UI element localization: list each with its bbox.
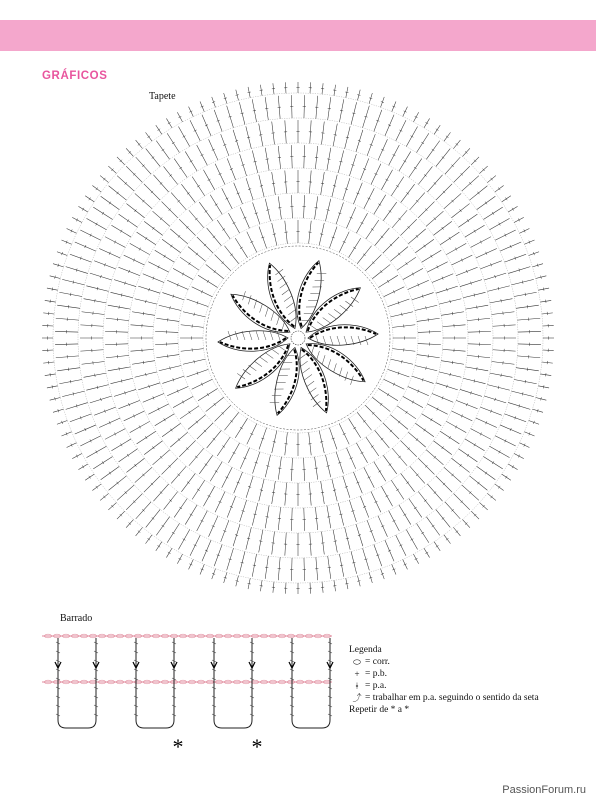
stitch-crossbar <box>89 476 91 479</box>
header-band <box>0 20 596 51</box>
stitch-crossbar <box>272 183 275 184</box>
stitch-crossbar <box>498 187 500 190</box>
watermark: PassionForum.ru <box>502 784 586 796</box>
stitch-crossbar <box>272 492 275 493</box>
stitch-crossbar <box>143 361 144 364</box>
tapete-chart <box>38 80 558 600</box>
stitch-crossbar <box>52 288 53 291</box>
stitch-crossbar <box>401 313 402 316</box>
stitch-crossbar <box>266 517 269 518</box>
stitch-crossbar <box>477 306 478 309</box>
stitch-crossbar <box>387 393 389 396</box>
stitch-crossbar <box>525 293 526 296</box>
stitch-crossbar <box>70 380 71 383</box>
stitch-crossbar <box>492 212 494 215</box>
stitch-crossbar <box>449 237 451 240</box>
stitch-crossbar <box>119 306 120 309</box>
flower-petal <box>218 331 288 352</box>
stitch-crossbar <box>179 507 182 509</box>
plus-icon: + <box>354 669 360 679</box>
stitch-crossbar <box>266 466 269 467</box>
stitch-crossbar <box>52 385 53 388</box>
stitch-crossbar <box>102 461 104 464</box>
stitch-crossbar <box>240 427 243 429</box>
stitch-crossbar <box>353 247 356 249</box>
flower-border-ring <box>206 246 390 430</box>
stitch-crossbar <box>266 159 269 160</box>
legend-text: = corr. <box>365 657 390 667</box>
stitch-crossbar <box>424 429 426 432</box>
stitch-crossbar <box>401 360 402 363</box>
legend-item-pa <box>349 680 539 692</box>
stitch-crossbar <box>320 234 323 235</box>
flower-petal <box>266 345 307 418</box>
stitch-crossbar <box>353 427 356 429</box>
repeat-marker: * <box>251 734 263 759</box>
stitch-crossbar <box>215 204 218 206</box>
repeat-marker: * <box>172 734 184 759</box>
stitch-crossbar <box>498 486 500 489</box>
stitch-crossbar <box>371 446 374 448</box>
border-column-path <box>292 638 330 728</box>
stitch-crossbar <box>170 367 171 370</box>
legend-repeat: Repetir de * a * <box>349 705 410 715</box>
stitch-crossbar <box>127 219 129 222</box>
stitch-crossbar <box>145 436 147 439</box>
stitch-crossbar <box>189 411 191 414</box>
legend-text: = trabalhar em p.a. seguindo o sentido da seta <box>365 693 539 703</box>
stitch-crossbar <box>273 234 276 235</box>
stitch-crossbar <box>378 204 381 206</box>
stitch-crossbar <box>119 367 120 370</box>
legend-item-arrow <box>349 692 539 704</box>
stitch-ring-base <box>128 168 468 508</box>
stitch-crossbar <box>396 489 399 491</box>
stitch-crossbar <box>321 183 324 184</box>
stitch-crossbar <box>143 312 144 315</box>
stitch-crossbar <box>147 538 150 540</box>
stitch-crossbar <box>406 411 408 414</box>
stick-icon: ǂ <box>355 681 359 691</box>
stitch-crossbar <box>179 167 182 169</box>
stitch-crossbar <box>485 202 487 205</box>
stitch-crossbar <box>102 212 104 215</box>
stitch-crossbar <box>95 374 96 377</box>
stitch-crossbar <box>345 92 348 93</box>
stitch-crossbar <box>162 149 165 151</box>
stitch-crossbar <box>467 454 469 457</box>
stitch-crossbar <box>474 443 476 446</box>
stitch-crossbar <box>327 517 330 518</box>
stitch-crossbar <box>431 418 433 421</box>
legend-item-corr <box>349 656 539 668</box>
stitch-crossbar <box>109 472 111 475</box>
flower-center <box>291 331 305 345</box>
stitch-crossbar <box>194 313 195 316</box>
stitch-crossbar <box>194 360 195 363</box>
stitch-crossbar <box>157 545 160 547</box>
stitch-crossbar <box>95 299 96 302</box>
stitch-crossbar <box>190 514 193 516</box>
stitch-crossbar <box>189 262 191 265</box>
stitch-crossbar <box>525 380 526 383</box>
flower-petal <box>261 260 302 333</box>
stitch-crossbar <box>446 538 449 540</box>
stitch-crossbar <box>389 464 392 466</box>
stitch-crossbar <box>187 192 190 194</box>
stitch-crossbar <box>222 229 225 231</box>
stitch-crossbar <box>452 312 453 315</box>
stitch-crossbar <box>340 110 343 111</box>
stitch-crossbar <box>396 185 399 187</box>
stitch-crossbar <box>109 202 111 205</box>
stitch-crossbar <box>147 136 150 138</box>
stitch-crossbar <box>505 197 507 200</box>
stitch-crossbar <box>205 464 208 466</box>
oval-icon: ⬭ <box>353 657 361 667</box>
stitch-crossbar <box>477 367 478 370</box>
stitch-crossbar <box>345 583 348 584</box>
stitch-crossbar <box>157 129 160 131</box>
stitch-crossbar <box>485 472 487 475</box>
stitch-ring-base <box>178 218 418 458</box>
stitch-crossbar <box>172 532 175 534</box>
tapete-title: Tapete <box>149 91 176 102</box>
stitch-crossbar <box>170 245 172 248</box>
stitch-crossbar <box>334 541 337 542</box>
stitch-crossbar <box>82 208 84 211</box>
stitch-crossbar <box>120 443 122 446</box>
stitch-crossbar <box>512 465 514 468</box>
stitch-ring-base <box>203 243 393 433</box>
stitch-crossbar <box>378 471 381 473</box>
stitch-crossbar <box>492 461 494 464</box>
stitch-crossbar <box>240 247 243 249</box>
stitch-crossbar <box>474 230 476 233</box>
stitch-crossbar <box>414 507 417 509</box>
stitch-crossbar <box>327 210 330 211</box>
stitch-crossbar <box>70 293 71 296</box>
stitch-crossbar <box>425 552 428 554</box>
stitch-crossbar <box>421 532 424 534</box>
stitch-crossbar <box>145 237 147 240</box>
stitch-crossbar <box>215 471 218 473</box>
barrado-chart <box>38 628 338 760</box>
stitch-crossbar <box>187 482 190 484</box>
stitch-crossbar <box>436 545 439 547</box>
stitch-crossbar <box>205 210 208 212</box>
stitch-crossbar <box>505 476 507 479</box>
stitch-crossbar <box>449 436 451 439</box>
stitch-crossbar <box>207 393 209 396</box>
stitch-crossbar <box>543 288 544 291</box>
stitch-crossbar <box>406 482 409 484</box>
stitch-crossbar <box>327 466 330 467</box>
barrado-title: Barrado <box>60 613 93 624</box>
flower-petal <box>288 258 329 331</box>
stitch-crossbar <box>321 492 324 493</box>
stitch-crossbar <box>127 454 129 457</box>
stitch-crossbar <box>431 255 433 258</box>
stitch-crossbar <box>170 306 171 309</box>
flower-petal <box>294 343 335 416</box>
stitch-crossbar <box>266 210 269 211</box>
stitch-crossbar <box>197 489 200 491</box>
border-column-path <box>214 638 252 728</box>
legend <box>349 644 539 716</box>
stitch-crossbar <box>168 552 171 554</box>
stitch-crossbar <box>426 306 427 309</box>
stitch-crossbar <box>426 367 427 370</box>
stitch-crossbar <box>253 565 256 566</box>
stitch-crossbar <box>436 129 439 131</box>
stitch-crossbar <box>406 192 409 194</box>
stitch-crossbar <box>327 159 330 160</box>
stitch-crossbar <box>452 361 453 364</box>
stitch-crossbar <box>164 255 166 258</box>
stitch-crossbar <box>501 374 502 377</box>
section-title: GRÁFICOS <box>42 70 108 82</box>
stitch-crossbar <box>432 149 435 151</box>
stitch-ring-base <box>103 143 493 533</box>
stitch-crossbar <box>371 229 374 231</box>
stitch-crossbar <box>467 219 469 222</box>
stitch-crossbar <box>387 280 389 283</box>
stitch-crossbar <box>82 465 84 468</box>
stitch-crossbar <box>334 135 337 136</box>
stitch-crossbar <box>190 160 193 162</box>
stitch-crossbar <box>89 197 91 200</box>
stitch-crossbar <box>432 525 435 527</box>
stitch-crossbar <box>96 486 98 489</box>
stitch-crossbar <box>320 441 323 442</box>
stitch-crossbar <box>403 160 406 162</box>
stitch-crossbar <box>446 136 449 138</box>
border-column-path <box>58 638 96 728</box>
legend-text: = p.a. <box>365 681 387 691</box>
stitch-crossbar <box>442 446 444 449</box>
stitch-crossbar <box>442 227 444 230</box>
curved-arrow-icon: ⤴ <box>352 693 362 703</box>
stitch-crossbar <box>406 262 408 265</box>
stitch-crossbar <box>197 185 200 187</box>
stitch-crossbar <box>248 583 251 584</box>
stitch-crossbar <box>403 514 406 516</box>
stitch-crossbar <box>96 187 98 190</box>
stitch-crossbar <box>501 299 502 302</box>
stitch-crossbar <box>512 208 514 211</box>
stitch-crossbar <box>273 441 276 442</box>
stitch-crossbar <box>222 446 225 448</box>
stitch-crossbar <box>207 280 209 283</box>
stitch-crossbar <box>259 541 262 542</box>
stitch-crossbar <box>248 92 251 93</box>
legend-item-pb <box>349 668 539 680</box>
stitch-crossbar <box>389 210 392 212</box>
stitch-crossbar <box>259 135 262 136</box>
legend-title: Legenda <box>349 645 382 655</box>
stitch-crossbar <box>120 230 122 233</box>
stitch-crossbar <box>425 122 428 124</box>
flower-petal <box>308 325 378 346</box>
stitch-crossbar <box>414 167 417 169</box>
stitch-crossbar <box>170 429 172 432</box>
stitch-crossbar <box>253 110 256 111</box>
stitch-crossbar <box>152 227 154 230</box>
stitch-crossbar <box>152 446 154 449</box>
stitch-crossbar <box>168 122 171 124</box>
stitch-crossbar <box>543 385 544 388</box>
stitch-crossbar <box>172 142 175 144</box>
stitch-crossbar <box>421 142 424 144</box>
stitch-crossbar <box>424 245 426 248</box>
stitch-crossbar <box>340 565 343 566</box>
legend-text: = p.b. <box>365 669 387 679</box>
stitch-crossbar <box>162 525 165 527</box>
stitch-crossbar <box>164 418 166 421</box>
